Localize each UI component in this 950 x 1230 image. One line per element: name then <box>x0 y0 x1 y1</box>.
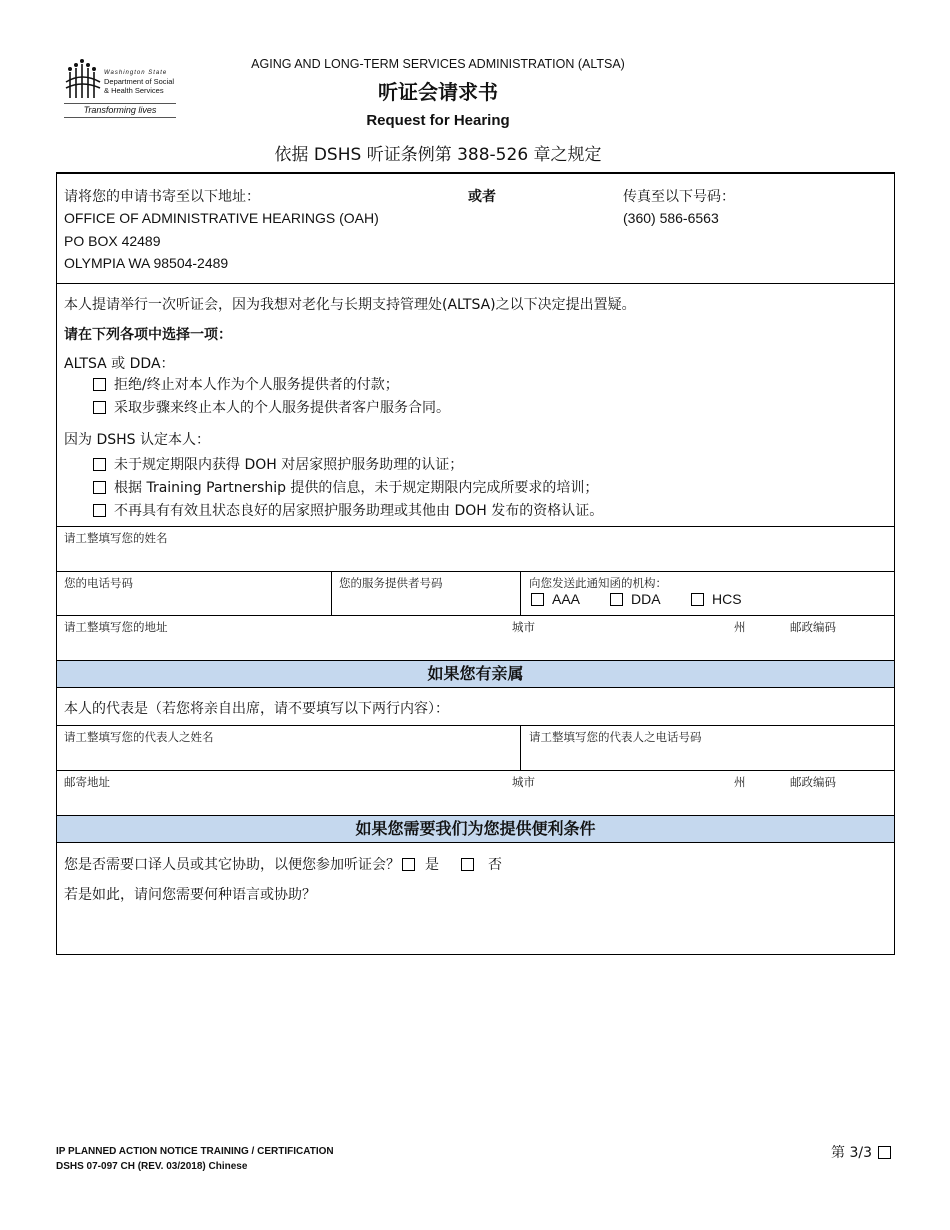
divider <box>520 725 521 770</box>
fax-label: 传真至以下号码： <box>623 189 735 205</box>
page-title-english: Request for Hearing <box>366 112 510 129</box>
checkbox[interactable] <box>93 401 106 414</box>
rule-reference: 依据 DSHS 听证条例第 388-526 章之规定 <box>274 145 602 165</box>
mail-to-label: 请将您的申请书寄至以下地址： <box>64 189 260 205</box>
rep-state-label: 州 <box>734 775 746 789</box>
fax-number: (360) 586-6563 <box>623 210 719 226</box>
agency-option-dda[interactable] <box>610 591 661 607</box>
form-title-footer: IP PLANNED ACTION NOTICE TRAINING / CERTIFICATION <box>56 1146 334 1157</box>
interpreter-no-checkbox[interactable] <box>461 858 474 871</box>
choose-one-instruction: 请在下列各项中选择一项： <box>64 327 232 343</box>
provider-number-field[interactable] <box>333 590 518 614</box>
hearing-intro: 本人提请举行一次听证会，因为我想对老化与长期支持管理处(ALTSA)之以下决定提出置疑。 <box>64 297 636 313</box>
page-number: 第 3/3 <box>831 1145 872 1161</box>
option-terminate-contract[interactable] <box>93 397 450 417</box>
option-deny-payment-label: 拒绝/终止对本人作为个人服务提供者的付款； <box>114 377 399 393</box>
logo-tagline: Transforming lives <box>64 103 176 118</box>
divider <box>56 615 895 616</box>
logo-dept-line2: & Health Services <box>104 86 164 95</box>
applicant-state-label: 州 <box>734 620 746 634</box>
agency-option-hcs-label: HCS <box>712 591 742 607</box>
divider <box>56 842 895 843</box>
option-terminate-contract-label: 采取步骤来终止本人的个人服务提供者客户服务合同。 <box>114 400 450 416</box>
logo-dept <box>104 77 174 95</box>
checkbox[interactable] <box>93 481 106 494</box>
city-state-zip: OLYMPIA WA 98504-2489 <box>64 255 229 271</box>
interpreter-no-label: 否 <box>488 857 502 873</box>
language-assistance-field[interactable] <box>57 904 894 954</box>
option-deny-payment[interactable] <box>93 374 399 394</box>
checkbox[interactable] <box>691 593 704 606</box>
agency-option-aaa-label: AAA <box>552 591 581 607</box>
representative-intro: 本人的代表是（若您将亲自出席，请不要填写以下两行内容）： <box>64 701 449 717</box>
option-no-doh-cert[interactable] <box>93 454 463 474</box>
rep-mail-label: 邮寄地址 <box>64 775 110 789</box>
divider <box>56 770 895 771</box>
divider <box>56 526 895 527</box>
applicant-name-label: 请工整填写您的姓名 <box>64 531 168 545</box>
applicant-city-label: 城市 <box>512 620 535 634</box>
language-question: 若是如此，请问您需要何种语言或协助？ <box>64 887 316 903</box>
divider <box>331 571 332 615</box>
option-no-valid-credential-label: 不再具有有效且状态良好的居家照护服务助理或其他由 DOH 发布的资格认证。 <box>114 503 604 519</box>
page-checkbox[interactable] <box>878 1146 891 1159</box>
dshs-people-logo-icon <box>64 58 102 100</box>
form-number-footer: DSHS 07-097 CH (REV. 03/2018) Chinese <box>56 1161 248 1172</box>
rep-phone-label: 请工整填写您的代表人之电话号码 <box>529 730 702 744</box>
agency-option-hcs[interactable] <box>691 591 742 607</box>
applicant-name-field[interactable] <box>57 545 894 570</box>
checkbox[interactable] <box>93 458 106 471</box>
or-label: 或者 <box>468 189 496 205</box>
option-training-incomplete[interactable] <box>93 477 598 497</box>
checkbox[interactable] <box>531 593 544 606</box>
agency-option-aaa[interactable] <box>531 591 580 607</box>
accommodation-band: 如果您需要我们为您提供便利条件 <box>57 816 894 842</box>
page-title-chinese: 听证会请求书 <box>378 80 498 104</box>
checkbox[interactable] <box>93 504 106 517</box>
interpreter-question: 您是否需要口译人员或其它协助，以便您参加听证会？ <box>64 857 400 873</box>
applicant-zip-label: 邮政编码 <box>790 620 836 634</box>
option-training-incomplete-label: 根据 Training Partnership 提供的信息，未于规定期限内完成所要求的培训； <box>114 480 599 496</box>
rep-name-field[interactable] <box>57 744 518 769</box>
option-no-valid-credential[interactable] <box>93 500 603 520</box>
applicant-address-field[interactable] <box>57 634 894 659</box>
option-no-doh-cert-label: 未于规定期限内获得 DOH 对居家照护服务助理的认证； <box>114 457 464 473</box>
rep-city-label: 城市 <box>512 775 535 789</box>
oah-office: OFFICE OF ADMINISTRATIVE HEARINGS (OAH) <box>64 210 379 226</box>
po-box: PO BOX 42489 <box>64 233 161 249</box>
divider <box>56 687 895 688</box>
altsa-dda-label: ALTSA 或 DDA： <box>64 356 175 372</box>
interpreter-yes-checkbox[interactable] <box>402 858 415 871</box>
provider-number-label: 您的服务提供者号码 <box>339 576 443 590</box>
agency-name: AGING AND LONG-TERM SERVICES ADMINISTRATION (ALTSA) <box>251 57 625 71</box>
rep-zip-label: 邮政编码 <box>790 775 836 789</box>
interpreter-question-row <box>64 854 502 874</box>
dshs-determination-label: 因为 DSHS 认定本人： <box>64 432 210 448</box>
divider <box>520 571 521 615</box>
agency-option-dda-label: DDA <box>631 591 661 607</box>
phone-field[interactable] <box>57 590 329 614</box>
rep-address-field[interactable] <box>57 789 894 814</box>
logo-state: Washington State <box>104 70 168 76</box>
logo-dept-line1: Department of Social <box>104 77 175 86</box>
dshs-logo <box>64 58 176 120</box>
interpreter-yes-label: 是 <box>425 857 439 873</box>
applicant-address-label: 请工整填写您的地址 <box>64 620 168 634</box>
checkbox[interactable] <box>93 378 106 391</box>
representative-band: 如果您有亲属 <box>57 661 894 687</box>
divider <box>56 571 895 572</box>
checkbox[interactable] <box>610 593 623 606</box>
rep-phone-field[interactable] <box>522 744 894 769</box>
divider <box>56 283 895 284</box>
notice-agency-label: 向您发送此通知函的机构： <box>529 576 667 590</box>
phone-label: 您的电话号码 <box>64 576 133 590</box>
divider <box>56 725 895 726</box>
page-indicator <box>831 1142 891 1162</box>
rep-name-label: 请工整填写您的代表人之姓名 <box>64 730 214 744</box>
